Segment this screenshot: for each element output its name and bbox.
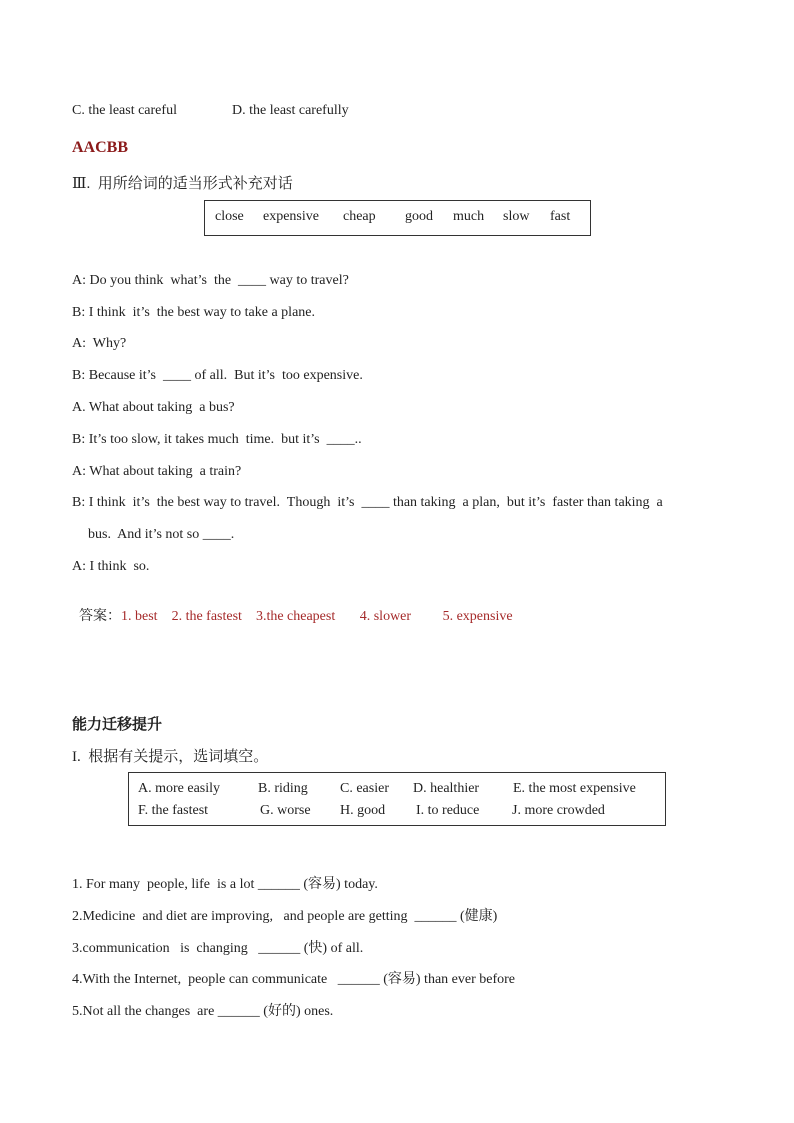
- question-5: 5.Not all the changes are ______ (好的) ones.: [72, 1004, 334, 1019]
- answers-row: [72, 590, 513, 626]
- section-title: Ⅲ. 用所给词的适当形式补充对话: [72, 176, 293, 192]
- answer-key: AACBB: [72, 139, 129, 156]
- option-item: F. the fastest: [138, 803, 209, 818]
- word-bank-item: close: [215, 209, 244, 224]
- dialogue-line: B: I think it’s the best way to travel. Though it’s ____ than taking a plan, but it’s faster than taking a: [72, 495, 663, 510]
- dialogue-line: A: I think so.: [72, 559, 150, 574]
- dialogue-line: B: It’s too slow, it takes much time. but it’s ____..: [72, 432, 362, 447]
- word-bank-item: good: [405, 209, 433, 224]
- question-3: 3.communication is changing ______ (快) of all.: [72, 941, 364, 956]
- option-d: D. the least carefully: [232, 103, 349, 118]
- question-4: 4.With the Internet, people can communicate ______ (容易) than ever before: [72, 972, 515, 987]
- answer-item: 2. the fastest: [171, 609, 242, 624]
- answer-item: 1. best: [121, 609, 158, 624]
- dialogue-line: A. What about taking a bus?: [72, 400, 235, 415]
- option-item: I. to reduce: [416, 803, 480, 818]
- answers-label: 答案：: [79, 609, 121, 624]
- answer-item: 5. expensive: [442, 609, 513, 624]
- answer-item: 3.the cheapest: [255, 609, 336, 624]
- word-bank-item: cheap: [343, 209, 376, 224]
- word-bank-item: much: [453, 209, 485, 224]
- answer-item: 4. slower: [359, 609, 412, 624]
- word-bank-box: [204, 200, 591, 236]
- dialogue-line: bus. And it’s not so ____.: [88, 527, 235, 542]
- ability-instruction: I. 根据有关提示，选词填空。: [72, 749, 269, 765]
- dialogue-line: B: I think it’s the best way to take a plane.: [72, 305, 316, 320]
- option-item: E. the most expensive: [513, 781, 636, 796]
- word-bank-item: fast: [550, 209, 571, 224]
- option-item: H. good: [340, 803, 386, 818]
- dialogue-line: B: Because it’s ____ of all. But it’s too expensive.: [72, 368, 363, 383]
- option-item: D. healthier: [413, 781, 480, 796]
- option-item: A. more easily: [138, 781, 221, 796]
- option-item: J. more crowded: [512, 803, 605, 818]
- option-item: G. worse: [260, 803, 311, 818]
- option-c: C. the least careful: [72, 103, 177, 118]
- dialogue-line: A: Do you think what’s the ____ way to travel?: [72, 273, 349, 288]
- option-item: C. easier: [340, 781, 389, 796]
- ability-heading: 能力迁移提升: [72, 717, 163, 733]
- options-box: [128, 772, 666, 826]
- dialogue-line: A: What about taking a train?: [72, 464, 242, 479]
- question-2: 2.Medicine and diet are improving, and people are getting ______ (健康): [72, 909, 498, 924]
- word-bank-item: expensive: [263, 209, 319, 224]
- question-1: 1. For many people, life is a lot ______ (容易) today.: [72, 877, 378, 892]
- option-item: B. riding: [258, 781, 308, 796]
- dialogue-line: A: Why?: [72, 336, 127, 351]
- word-bank-item: slow: [503, 209, 530, 224]
